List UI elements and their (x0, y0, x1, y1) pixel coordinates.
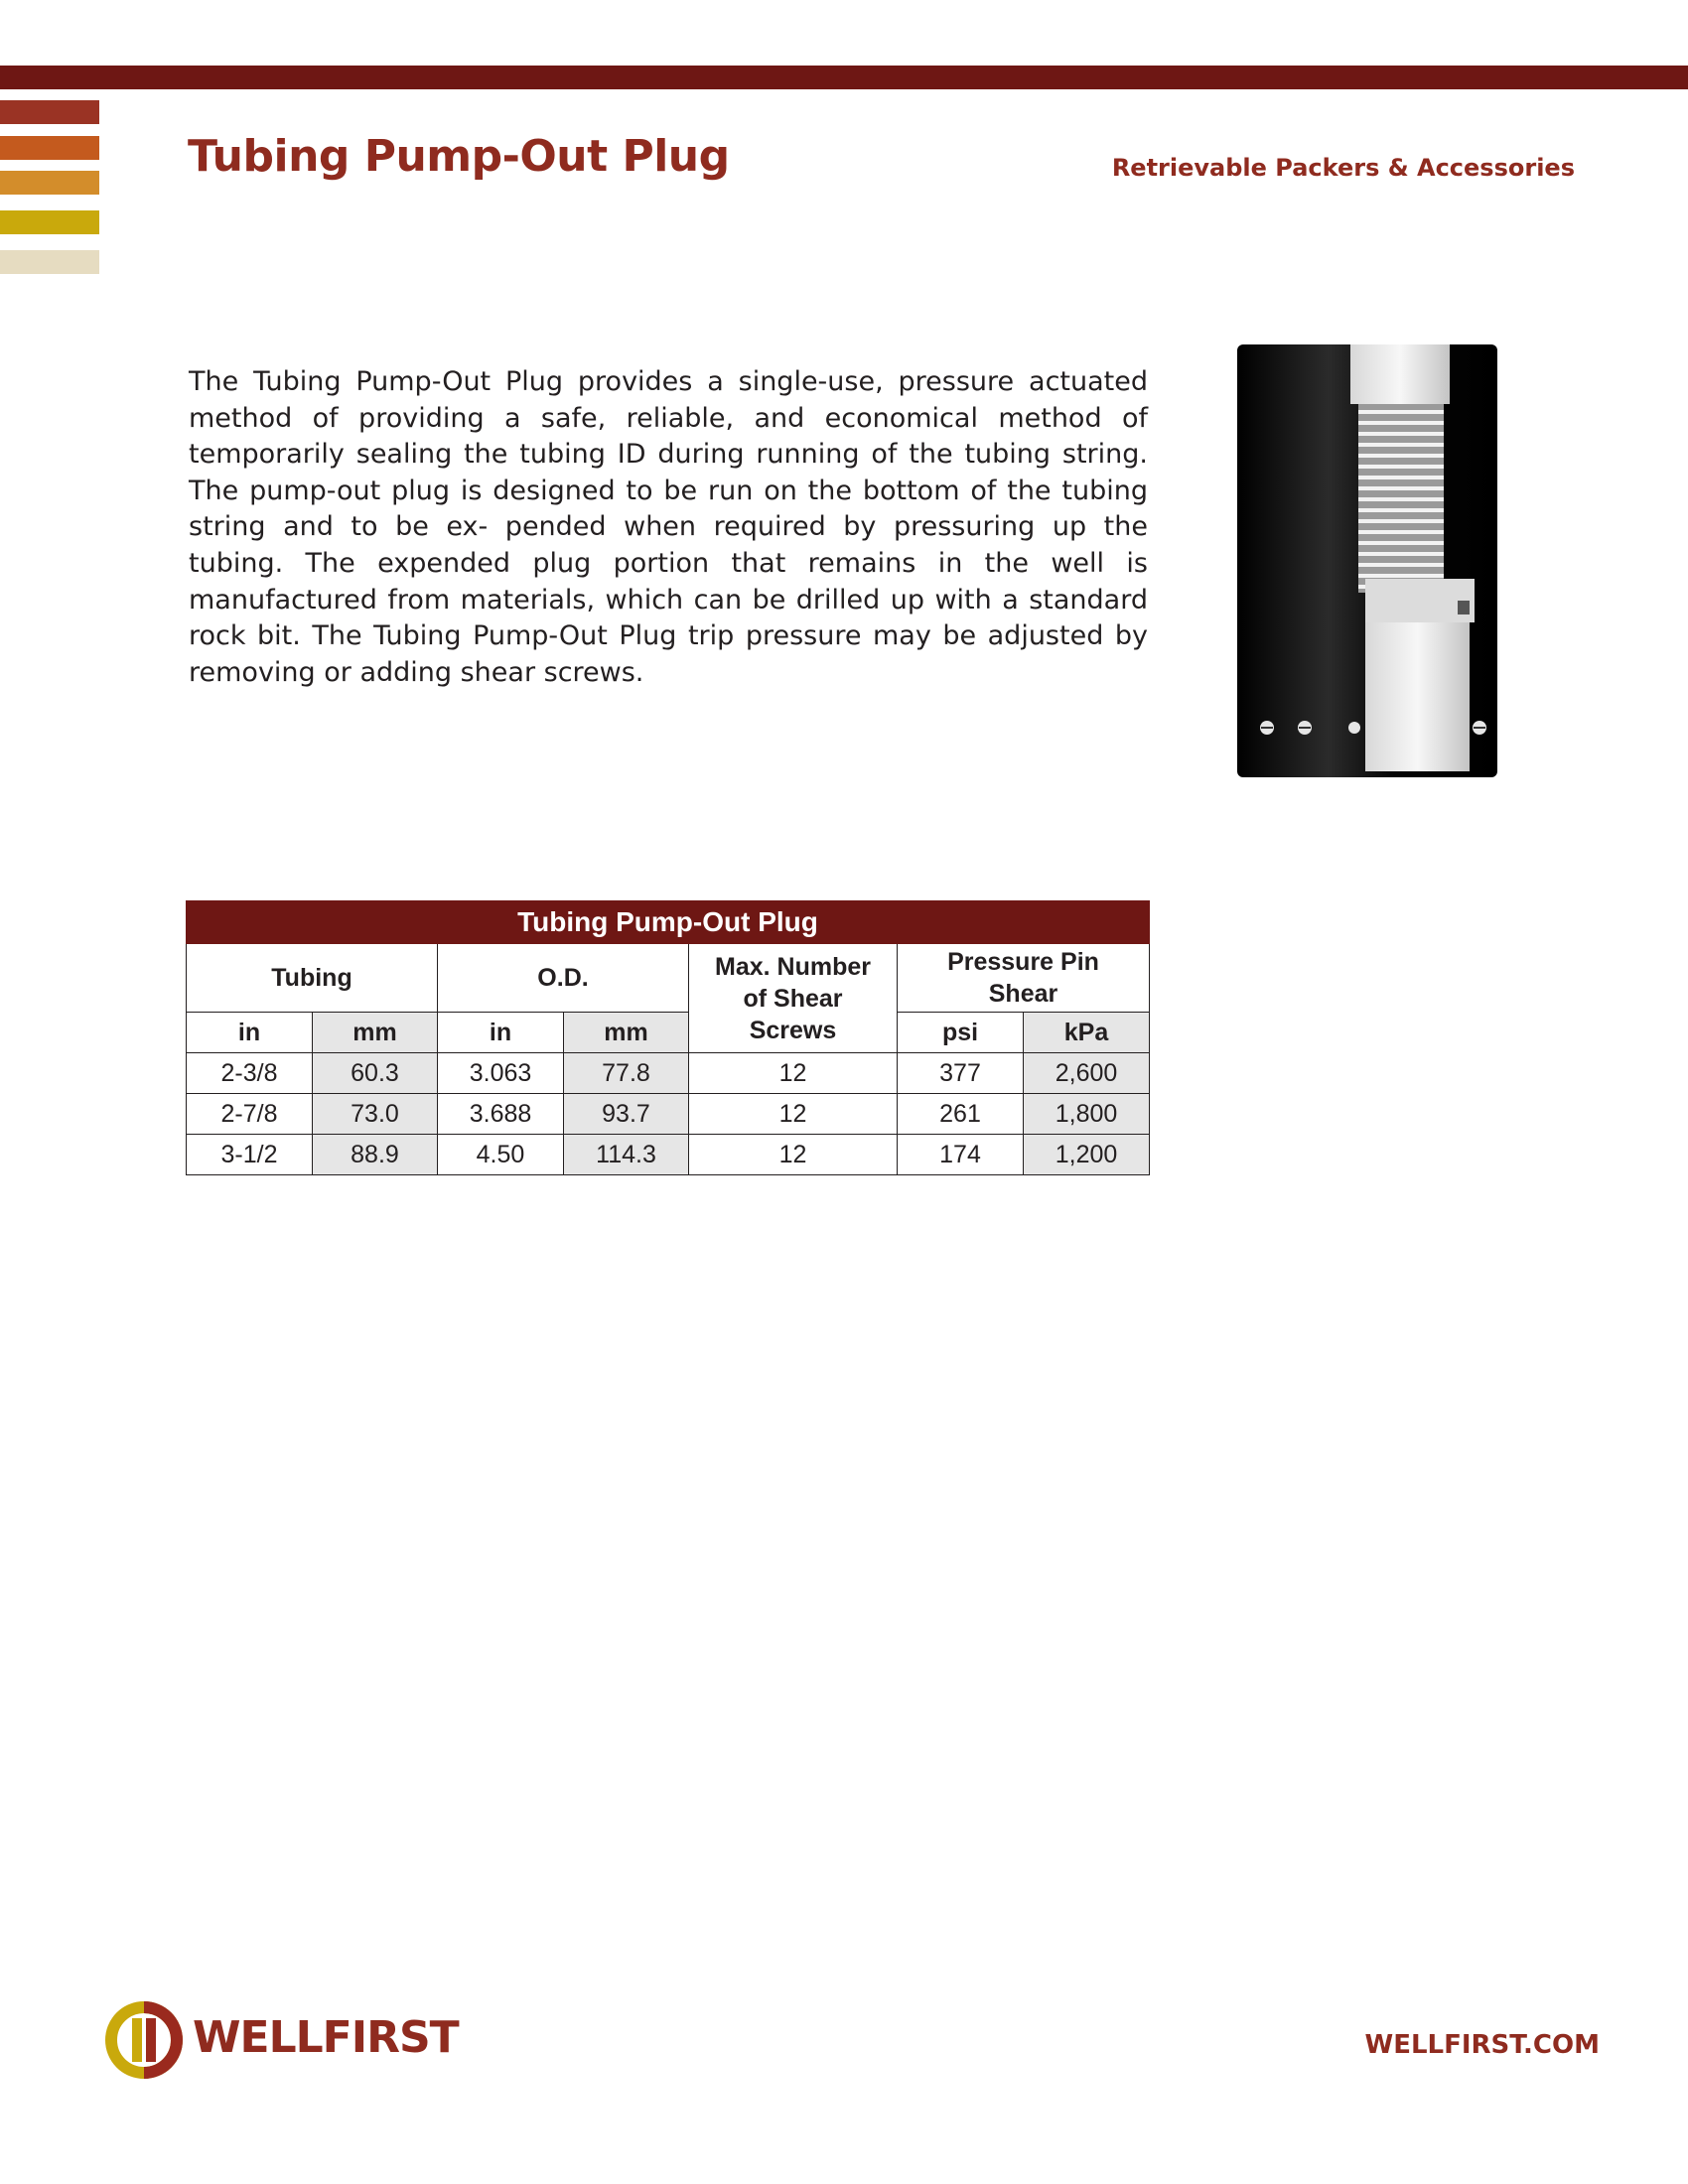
color-stripe (0, 250, 99, 274)
cell-od-in: 3.688 (438, 1094, 564, 1135)
cell-screws: 12 (689, 1135, 898, 1175)
cell-tubing-in: 3-1/2 (187, 1135, 313, 1175)
table-row (187, 1094, 1150, 1135)
table-row (187, 1135, 1150, 1175)
cell-psi: 261 (898, 1094, 1024, 1135)
cell-tubing-mm: 60.3 (313, 1053, 438, 1094)
cell-tubing-in: 2-3/8 (187, 1053, 313, 1094)
table-title: Tubing Pump-Out Plug (187, 901, 1150, 944)
color-stripe (0, 171, 99, 195)
cell-od-mm: 77.8 (564, 1053, 689, 1094)
header-od-mm: mm (564, 1013, 689, 1053)
cell-kpa: 1,200 (1024, 1135, 1150, 1175)
header-tubing-mm: mm (313, 1013, 438, 1053)
cell-screws: 12 (689, 1094, 898, 1135)
header-tubing: Tubing (187, 944, 438, 1013)
header-max-shear-screws: Max. Number of Shear Screws (689, 944, 898, 1053)
specifications-table (186, 900, 1150, 1175)
cell-psi: 377 (898, 1053, 1024, 1094)
color-stripe (0, 100, 99, 124)
website-link[interactable]: WELLFIRST.COM (1364, 2030, 1600, 2060)
wellfirst-logo-icon (104, 2000, 184, 2080)
cell-psi: 174 (898, 1135, 1024, 1175)
cell-screws: 12 (689, 1053, 898, 1094)
header-pressure-pin-shear: Pressure Pin Shear (898, 944, 1150, 1013)
product-photo (1231, 341, 1503, 782)
cell-kpa: 2,600 (1024, 1053, 1150, 1094)
color-stripe (0, 136, 99, 160)
header-od: O.D. (438, 944, 689, 1013)
product-description: The Tubing Pump-Out Plug provides a single-use, pressure actuated method of providing a safe, reliable, and economical method of temporarily sealing the tubing ID during running of the tubing string. The pump-out plug is designed to be run on the bottom of the tubing string and to be ex- pended when required by pressuring up the tubing. The expended plug portion that remains in the well is manufactured from materials, which can be drilled up with a standard rock bit. The Tubing Pump-Out Plug trip pressure may be adjusted by removing or adding shear screws. (189, 366, 1148, 688)
header-tubing-in: in (187, 1013, 313, 1053)
header-od-in: in (438, 1013, 564, 1053)
cell-tubing-mm: 88.9 (313, 1135, 438, 1175)
header-psi: psi (898, 1013, 1024, 1053)
cell-od-in: 4.50 (438, 1135, 564, 1175)
cell-od-mm: 114.3 (564, 1135, 689, 1175)
cell-od-mm: 93.7 (564, 1094, 689, 1135)
cell-kpa: 1,800 (1024, 1094, 1150, 1135)
cell-tubing-mm: 73.0 (313, 1094, 438, 1135)
header-kpa: kPa (1024, 1013, 1150, 1053)
cell-od-in: 3.063 (438, 1053, 564, 1094)
cell-tubing-in: 2-7/8 (187, 1094, 313, 1135)
color-stripe (0, 210, 99, 234)
brand-name: WELLFIRST (193, 2012, 459, 2063)
header-rule (0, 66, 1688, 89)
section-label: Retrievable Packers & Accessories (1111, 154, 1575, 182)
page-title: Tubing Pump-Out Plug (188, 131, 730, 182)
table-row (187, 1053, 1150, 1094)
